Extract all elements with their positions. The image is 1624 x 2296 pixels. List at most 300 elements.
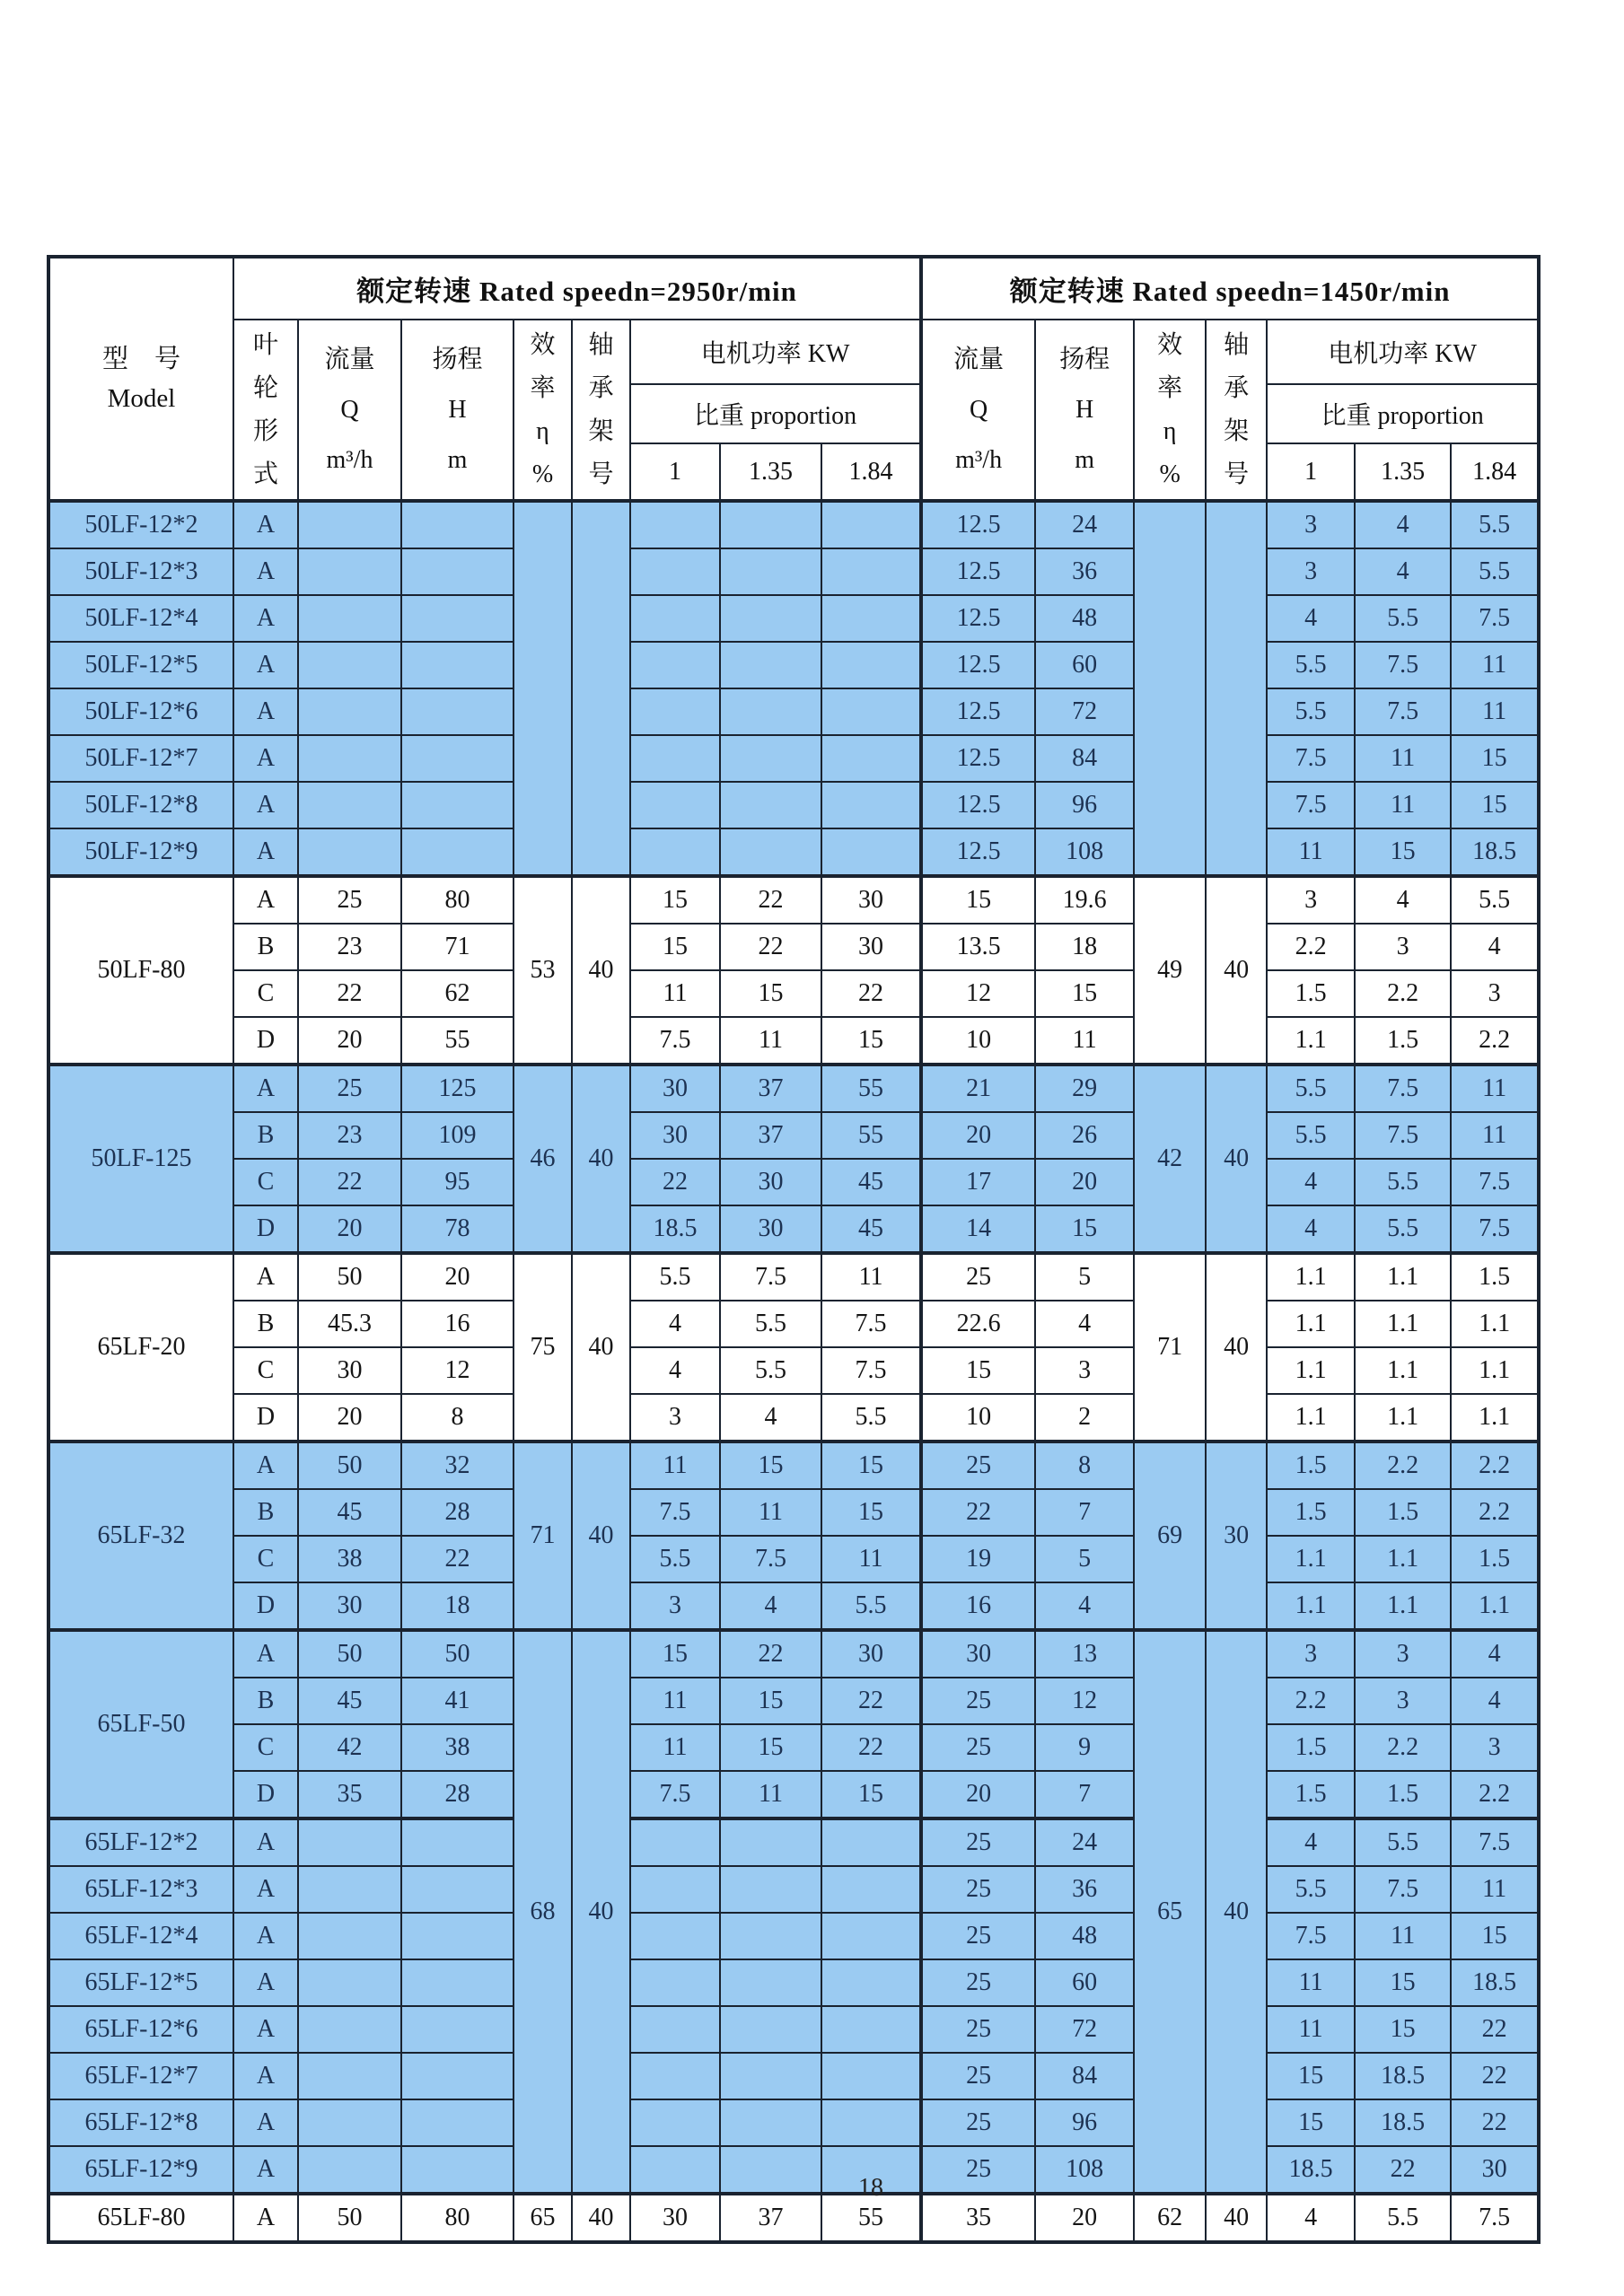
power-cell: 18.5 (630, 1205, 720, 1253)
head-cell: 4 (1035, 1582, 1134, 1630)
table-row (48, 1301, 1539, 1347)
head-cell: 55 (401, 1017, 514, 1065)
flow-cell: 12 (921, 970, 1035, 1017)
flow-cell (298, 828, 401, 876)
power-cell: 1.1 (1451, 1394, 1539, 1442)
head-cell: 95 (401, 1159, 514, 1205)
power-cell: 55 (821, 2194, 921, 2242)
head-cell: 7 (1035, 1771, 1134, 1818)
bearing-header-right: 轴 承 架 号 (1206, 320, 1267, 501)
rated-speed-1450-header: 额定转速 Rated speedn=1450r/min (921, 257, 1539, 320)
power-cell: 7.5 (720, 1536, 821, 1582)
head-cell: 5 (1035, 1253, 1134, 1301)
proportion-header-right: 比重 proportion (1267, 384, 1539, 443)
impeller-cell: D (233, 1582, 298, 1630)
power-cell (720, 2006, 821, 2053)
model-cell: 65LF-12*9 (48, 2146, 233, 2194)
flow-cell (298, 548, 401, 595)
power-cell (630, 548, 720, 595)
efficiency-cell: 71 (514, 1442, 572, 1630)
flow-cell: 25 (921, 1913, 1035, 1959)
flow-cell (298, 2053, 401, 2099)
power-cell: 3 (1267, 876, 1355, 924)
bearing-cell: 40 (1206, 1630, 1267, 2194)
flow-cell (298, 2099, 401, 2146)
head-cell: 50 (401, 1630, 514, 1678)
power-cell: 7.5 (1451, 595, 1539, 642)
power-cell: 7.5 (1267, 782, 1355, 828)
head-cell: 3 (1035, 1347, 1134, 1394)
ratio-135-right: 1.35 (1355, 443, 1451, 501)
power-cell (821, 2053, 921, 2099)
table-row (48, 735, 1539, 782)
impeller-cell: B (233, 1678, 298, 1724)
efficiency-cell: 65 (1134, 1630, 1206, 2194)
head-cell: 108 (1035, 2146, 1134, 2194)
power-cell: 7.5 (821, 1301, 921, 1347)
power-cell: 5.5 (1355, 595, 1451, 642)
power-cell (720, 1913, 821, 1959)
flow-cell: 22 (921, 1489, 1035, 1536)
table-row (48, 548, 1539, 595)
table-row (48, 1818, 1539, 1866)
power-cell: 4 (1355, 501, 1451, 548)
power-cell (821, 642, 921, 688)
power-cell: 30 (630, 1112, 720, 1159)
power-cell: 1.1 (1451, 1301, 1539, 1347)
power-cell: 1.1 (1355, 1582, 1451, 1630)
flow-header-right: 流量 Q m³/h (921, 320, 1035, 501)
flow-cell: 42 (298, 1724, 401, 1771)
power-cell: 11 (821, 1536, 921, 1582)
power-cell: 2.2 (1451, 1017, 1539, 1065)
power-cell: 4 (1267, 2194, 1355, 2242)
power-cell (720, 735, 821, 782)
head-cell: 9 (1035, 1724, 1134, 1771)
power-cell (720, 501, 821, 548)
flow-cell: 45.3 (298, 1301, 401, 1347)
power-cell: 11 (630, 1724, 720, 1771)
flow-cell (298, 1866, 401, 1913)
power-cell (821, 1818, 921, 1866)
power-cell: 3 (630, 1582, 720, 1630)
page-number: 18 (858, 2174, 883, 2202)
flow-cell: 12.5 (921, 548, 1035, 595)
flow-cell: 14 (921, 1205, 1035, 1253)
head-cell: 20 (401, 1253, 514, 1301)
power-cell: 11 (1451, 1866, 1539, 1913)
impeller-cell: D (233, 1205, 298, 1253)
power-cell: 15 (1451, 782, 1539, 828)
head-cell: 72 (1035, 2006, 1134, 2053)
power-cell (630, 595, 720, 642)
power-cell: 11 (1267, 1959, 1355, 2006)
power-cell: 1.5 (1355, 1771, 1451, 1818)
bearing-cell: 40 (1206, 2194, 1267, 2242)
power-cell: 15 (821, 1771, 921, 1818)
pump-spec-table-sheet (47, 255, 1541, 2244)
model-cell: 65LF-12*7 (48, 2053, 233, 2099)
power-cell: 22 (1451, 2053, 1539, 2099)
power-cell: 1.1 (1355, 1301, 1451, 1347)
power-cell: 5.5 (821, 1394, 921, 1442)
impeller-cell: B (233, 1489, 298, 1536)
power-cell: 5.5 (1451, 501, 1539, 548)
model-cell: 65LF-50 (48, 1630, 233, 1818)
flow-cell: 23 (298, 1112, 401, 1159)
table-row (48, 688, 1539, 735)
ratio-184-left: 1.84 (821, 443, 921, 501)
head-cell: 96 (1035, 782, 1134, 828)
power-cell: 15 (821, 1489, 921, 1536)
flow-cell (298, 2006, 401, 2053)
flow-cell: 20 (921, 1771, 1035, 1818)
power-cell: 1.1 (1267, 1253, 1355, 1301)
motor-power-header-right: 电机功率 KW (1267, 320, 1539, 384)
flow-cell: 20 (298, 1394, 401, 1442)
head-cell: 12 (401, 1347, 514, 1394)
bearing-cell (572, 501, 630, 876)
bearing-cell: 40 (1206, 1065, 1267, 1253)
flow-cell (298, 642, 401, 688)
power-cell: 22 (720, 924, 821, 970)
model-cell: 65LF-12*3 (48, 1866, 233, 1913)
head-cell (401, 688, 514, 735)
power-cell: 1.1 (1355, 1347, 1451, 1394)
rated-speed-2950-header: 额定转速 Rated speedn=2950r/min (233, 257, 921, 320)
power-cell: 4 (1355, 876, 1451, 924)
flow-cell: 35 (298, 1771, 401, 1818)
table-row (48, 1536, 1539, 1582)
flow-cell: 21 (921, 1065, 1035, 1112)
flow-cell: 25 (921, 1253, 1035, 1301)
flow-cell: 15 (921, 1347, 1035, 1394)
power-cell: 1.5 (1451, 1536, 1539, 1582)
table-row (48, 1959, 1539, 2006)
head-cell: 62 (401, 970, 514, 1017)
power-cell (630, 1818, 720, 1866)
impeller-cell: C (233, 1724, 298, 1771)
efficiency-cell: 69 (1134, 1442, 1206, 1630)
power-cell: 4 (1267, 595, 1355, 642)
bearing-cell (1206, 501, 1267, 876)
impeller-cell: A (233, 782, 298, 828)
flow-cell: 25 (921, 1959, 1035, 2006)
power-cell: 3 (1267, 548, 1355, 595)
flow-cell: 25 (298, 1065, 401, 1112)
model-cell: 65LF-12*5 (48, 1959, 233, 2006)
impeller-cell: D (233, 1394, 298, 1442)
table-row (48, 1489, 1539, 1536)
head-cell: 20 (1035, 2194, 1134, 2242)
efficiency-cell: 42 (1134, 1065, 1206, 1253)
table-row (48, 782, 1539, 828)
power-cell: 2.2 (1355, 1724, 1451, 1771)
flow-cell: 30 (921, 1630, 1035, 1678)
power-cell: 15 (630, 876, 720, 924)
head-cell: 32 (401, 1442, 514, 1489)
flow-cell (298, 1959, 401, 2006)
ratio-184-right: 1.84 (1451, 443, 1539, 501)
power-cell: 30 (1451, 2146, 1539, 2194)
head-cell: 38 (401, 1724, 514, 1771)
power-cell: 30 (630, 2194, 720, 2242)
power-cell: 15 (1355, 1959, 1451, 2006)
power-cell (821, 828, 921, 876)
head-cell: 78 (401, 1205, 514, 1253)
power-cell: 5.5 (630, 1536, 720, 1582)
head-cell: 7 (1035, 1489, 1134, 1536)
head-cell (401, 548, 514, 595)
power-cell: 15 (1267, 2099, 1355, 2146)
power-cell (630, 1959, 720, 2006)
power-cell: 5.5 (1267, 1112, 1355, 1159)
model-cell: 65LF-12*4 (48, 1913, 233, 1959)
power-cell: 11 (821, 1253, 921, 1301)
power-cell: 1.1 (1355, 1536, 1451, 1582)
model-cell: 50LF-12*8 (48, 782, 233, 828)
power-cell: 5.5 (720, 1301, 821, 1347)
power-cell: 55 (821, 1065, 921, 1112)
power-cell: 18.5 (1355, 2099, 1451, 2146)
power-cell: 1.1 (1267, 1301, 1355, 1347)
head-cell: 80 (401, 2194, 514, 2242)
power-cell: 45 (821, 1205, 921, 1253)
power-cell: 7.5 (1355, 1065, 1451, 1112)
power-cell: 5.5 (630, 1253, 720, 1301)
power-cell: 7.5 (821, 1347, 921, 1394)
bearing-cell: 40 (572, 1442, 630, 1630)
table-row (48, 1724, 1539, 1771)
efficiency-cell: 71 (1134, 1253, 1206, 1442)
flow-cell: 10 (921, 1394, 1035, 1442)
power-cell: 1.1 (1355, 1253, 1451, 1301)
flow-cell: 15 (921, 876, 1035, 924)
power-cell: 3 (1355, 1678, 1451, 1724)
table-row (48, 1017, 1539, 1065)
flow-cell: 12.5 (921, 501, 1035, 548)
head-cell (401, 2146, 514, 2194)
power-cell: 15 (630, 1630, 720, 1678)
table-row (48, 1394, 1539, 1442)
head-cell: 22 (401, 1536, 514, 1582)
head-cell: 29 (1035, 1065, 1134, 1112)
power-cell: 1.1 (1267, 1536, 1355, 1582)
flow-cell (298, 688, 401, 735)
bearing-cell: 40 (572, 1253, 630, 1442)
bearing-cell: 40 (1206, 1253, 1267, 1442)
flow-cell: 16 (921, 1582, 1035, 1630)
power-cell: 4 (1451, 924, 1539, 970)
power-cell: 2.2 (1267, 924, 1355, 970)
impeller-cell: A (233, 1253, 298, 1301)
power-cell: 3 (1267, 1630, 1355, 1678)
power-cell: 4 (1355, 548, 1451, 595)
power-cell: 7.5 (1355, 1866, 1451, 1913)
power-cell (630, 828, 720, 876)
flow-cell: 20 (298, 1205, 401, 1253)
model-cell: 50LF-80 (48, 876, 233, 1065)
power-cell: 22 (821, 1678, 921, 1724)
flow-cell: 50 (298, 1442, 401, 1489)
power-cell: 18.5 (1355, 2053, 1451, 2099)
impeller-cell: A (233, 1818, 298, 1866)
power-cell: 15 (1355, 828, 1451, 876)
power-cell: 2.2 (1267, 1678, 1355, 1724)
table-row (48, 2099, 1539, 2146)
power-cell: 7.5 (1451, 1205, 1539, 1253)
power-cell: 5.5 (720, 1347, 821, 1394)
power-cell: 3 (1451, 970, 1539, 1017)
power-cell: 37 (720, 2194, 821, 2242)
power-cell: 3 (1451, 1724, 1539, 1771)
power-cell: 15 (720, 970, 821, 1017)
power-cell: 1.5 (1267, 1724, 1355, 1771)
power-cell: 18.5 (1267, 2146, 1355, 2194)
head-cell: 36 (1035, 548, 1134, 595)
head-cell (401, 828, 514, 876)
power-cell: 30 (821, 1630, 921, 1678)
power-cell: 3 (1355, 924, 1451, 970)
power-cell: 22 (720, 876, 821, 924)
flow-cell: 10 (921, 1017, 1035, 1065)
power-cell: 11 (1355, 1913, 1451, 1959)
head-cell: 28 (401, 1489, 514, 1536)
power-cell: 5.5 (1267, 642, 1355, 688)
power-cell: 18.5 (1451, 828, 1539, 876)
model-cell: 50LF-125 (48, 1065, 233, 1253)
table-row (48, 1582, 1539, 1630)
table-row (48, 595, 1539, 642)
power-cell (630, 782, 720, 828)
power-cell: 15 (630, 924, 720, 970)
pump-spec-table (47, 255, 1541, 2244)
flow-cell: 12.5 (921, 828, 1035, 876)
power-cell: 11 (1451, 642, 1539, 688)
model-cell: 50LF-12*6 (48, 688, 233, 735)
impeller-cell: A (233, 876, 298, 924)
power-cell (720, 828, 821, 876)
power-cell: 2.2 (1355, 1442, 1451, 1489)
flow-cell (298, 1913, 401, 1959)
impeller-cell: A (233, 688, 298, 735)
flow-cell (298, 1818, 401, 1866)
power-cell: 3 (630, 1394, 720, 1442)
table-row (48, 924, 1539, 970)
power-cell: 1.5 (1267, 1489, 1355, 1536)
power-cell: 11 (630, 970, 720, 1017)
flow-cell: 12.5 (921, 595, 1035, 642)
efficiency-header-right: 效 率 η % (1134, 320, 1206, 501)
head-cell (401, 2006, 514, 2053)
power-cell: 15 (821, 1017, 921, 1065)
power-cell: 5.5 (821, 1582, 921, 1630)
flow-cell: 50 (298, 2194, 401, 2242)
power-cell: 11 (1267, 2006, 1355, 2053)
flow-cell: 25 (921, 2146, 1035, 2194)
head-cell: 15 (1035, 970, 1134, 1017)
head-cell (401, 1866, 514, 1913)
power-cell: 15 (1267, 2053, 1355, 2099)
ratio-1-right: 1 (1267, 443, 1355, 501)
power-cell (720, 2099, 821, 2146)
power-cell: 7.5 (1267, 735, 1355, 782)
impeller-cell: C (233, 1347, 298, 1394)
head-cell: 20 (1035, 1159, 1134, 1205)
motor-power-header-left: 电机功率 KW (630, 320, 921, 384)
power-cell (821, 548, 921, 595)
power-cell (630, 642, 720, 688)
efficiency-cell: 62 (1134, 2194, 1206, 2242)
model-cell: 65LF-80 (48, 2194, 233, 2242)
flow-cell (298, 501, 401, 548)
head-cell: 84 (1035, 2053, 1134, 2099)
flow-cell: 12.5 (921, 688, 1035, 735)
power-cell: 22 (1451, 2006, 1539, 2053)
table-row (48, 1442, 1539, 1489)
power-cell: 22 (1355, 2146, 1451, 2194)
impeller-cell: A (233, 2006, 298, 2053)
impeller-cell: A (233, 548, 298, 595)
table-header (48, 257, 1539, 501)
bearing-cell: 40 (572, 2194, 630, 2242)
flow-cell: 23 (298, 924, 401, 970)
flow-cell (298, 735, 401, 782)
impeller-cell: A (233, 1442, 298, 1489)
power-cell: 7.5 (1451, 1159, 1539, 1205)
power-cell: 15 (720, 1442, 821, 1489)
power-cell: 55 (821, 1112, 921, 1159)
power-cell: 7.5 (630, 1017, 720, 1065)
power-cell (720, 1818, 821, 1866)
flow-cell: 25 (921, 1442, 1035, 1489)
head-cell (401, 2053, 514, 2099)
table-row (48, 642, 1539, 688)
proportion-header-left: 比重 proportion (630, 384, 921, 443)
head-cell: 80 (401, 876, 514, 924)
bearing-cell: 40 (1206, 876, 1267, 1065)
head-cell: 24 (1035, 1818, 1134, 1866)
power-cell: 2.2 (1355, 970, 1451, 1017)
efficiency-cell (514, 501, 572, 876)
head-cell: 19.6 (1035, 876, 1134, 924)
power-cell: 15 (1355, 2006, 1451, 2053)
flow-cell: 30 (298, 1582, 401, 1630)
power-cell: 3 (1267, 501, 1355, 548)
flow-cell: 12.5 (921, 642, 1035, 688)
power-cell: 2.2 (1451, 1489, 1539, 1536)
head-cell: 84 (1035, 735, 1134, 782)
model-cell: 50LF-12*5 (48, 642, 233, 688)
efficiency-cell: 49 (1134, 876, 1206, 1065)
impeller-cell: B (233, 924, 298, 970)
power-cell: 15 (821, 1442, 921, 1489)
power-cell: 37 (720, 1065, 821, 1112)
efficiency-cell (1134, 501, 1206, 876)
table-row (48, 2194, 1539, 2242)
impeller-cell: B (233, 1301, 298, 1347)
power-cell: 15 (1451, 735, 1539, 782)
power-cell (821, 595, 921, 642)
model-cell: 50LF-12*7 (48, 735, 233, 782)
head-cell (401, 1913, 514, 1959)
head-cell: 41 (401, 1678, 514, 1724)
power-cell: 7.5 (630, 1489, 720, 1536)
impeller-cell: B (233, 1112, 298, 1159)
power-cell (720, 595, 821, 642)
table-row (48, 1253, 1539, 1301)
head-cell: 8 (401, 1394, 514, 1442)
